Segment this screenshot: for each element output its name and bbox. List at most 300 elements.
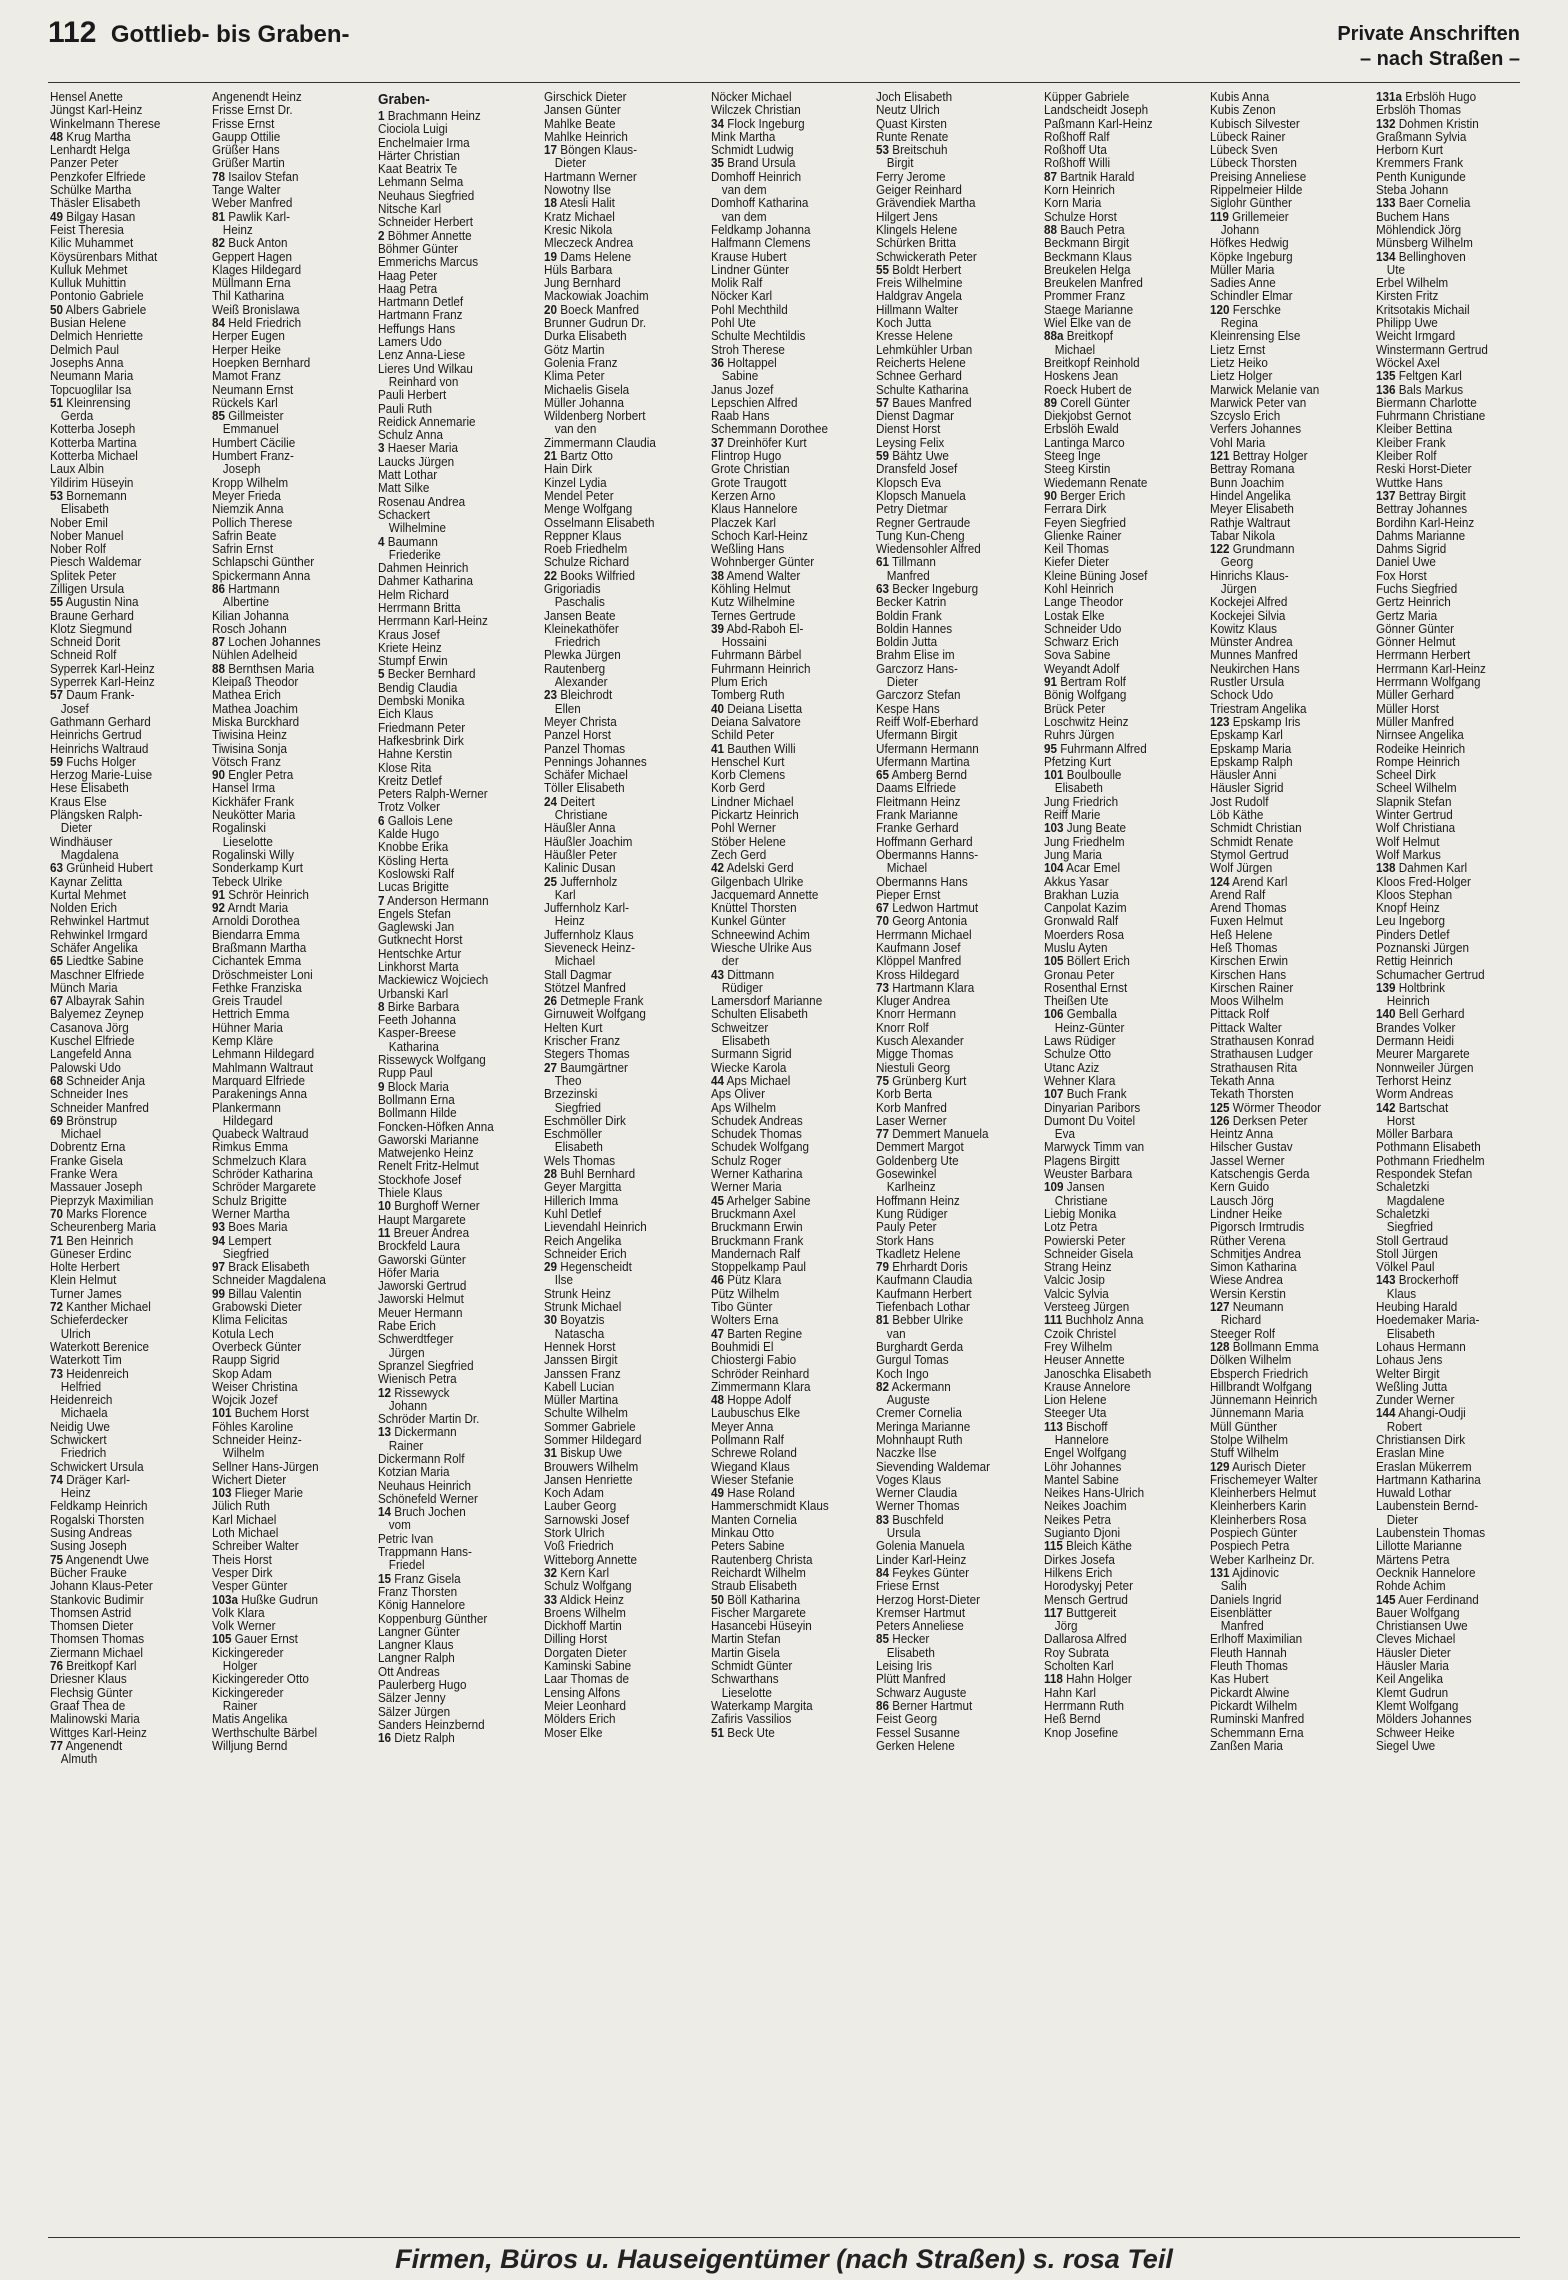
directory-entry: Wiesche Ulrike Aus [711,940,812,955]
directory-entry: Mink Martha [711,128,776,144]
directory-entry: Prommer Franz [1044,288,1126,304]
directory-entry: Greis Traudel [212,993,283,1009]
directory-entry: Feist Georg [876,1711,938,1727]
directory-entry: Bordihn Karl-Heinz [1376,514,1475,530]
directory-entry: Schulz Wolfgang [544,1578,632,1594]
directory-entry: 23 Bleichrodt [544,687,613,703]
directory-entry: Neikes Hans-Ulrich [1044,1485,1145,1501]
directory-entry: Hansel Irma [212,780,276,796]
directory-entry: Linder Karl-Heinz [876,1551,967,1567]
directory-entry: Biendarra Emma [212,926,300,942]
directory-entry: Ruhrs Jürgen [1044,727,1115,743]
directory-entry: 37 Dreinhöfer Kurt [711,434,807,450]
directory-entry: Höfkes Hedwig [1210,235,1289,251]
directory-entry: 119 Grillemeier [1210,208,1289,224]
directory-entry: Plankermann [212,1099,281,1115]
directory-entry: Klaus Hannelore [711,501,798,517]
directory-entry: Klemt Wolfgang [1376,1697,1459,1713]
directory-entry: Klopsch Eva [876,474,942,490]
directory-entry: Staege Marianne [1044,301,1134,317]
entry-continuation: Friederike [388,546,441,562]
directory-entry: Schweer Heike [1376,1724,1455,1740]
house-number: 77 [876,1126,890,1142]
directory-entry: Götz Martin [544,341,605,357]
house-number: 9 [378,1078,385,1094]
directory-entry: Voges Klaus [876,1471,942,1487]
directory-entry: Kinzel Lydia [544,474,607,490]
house-number: 20 [544,301,558,317]
directory-entry: 41 Bauthen Willi [711,740,796,756]
directory-entry: Jacquemard Annette [711,886,819,902]
page-number: 112 [48,16,97,49]
directory-entry: Rosenau Andrea [378,493,466,509]
directory-entry: Rohde Achim [1376,1578,1446,1594]
directory-entry: Brouwers Wilhelm [544,1458,639,1474]
directory-entry: Rogalinski [212,820,266,836]
directory-entry: Wiedemann Renate [1044,474,1148,490]
directory-entry: Windhäuser [50,833,113,849]
directory-entry: Pfetzing Kurt [1044,753,1111,769]
directory-entry: Haag Petra [378,280,438,296]
house-number: 109 [1044,1179,1064,1195]
directory-entry: Nöcker Michael [711,89,792,104]
house-number: 139 [1376,979,1396,995]
directory-entry: Pontonio Gabriele [50,288,144,304]
directory-entry: Knobbe Erika [378,839,449,855]
directory-entry: Bettray Johannes [1376,501,1468,517]
directory-entry: Bendig Claudia [378,679,458,695]
directory-entry: Gaworski Marianne [378,1131,479,1147]
directory-entry: Nolden Erich [50,900,117,916]
directory-entry: Raupp Sigrid [212,1352,280,1368]
house-number: 50 [50,301,64,317]
house-number: 17 [544,142,558,158]
directory-entry: Heß Bernd [1044,1711,1101,1727]
directory-entry: Lietz Ernst [1210,341,1266,357]
directory-entry: Niemzik Anna [212,501,284,517]
directory-entry: Eisenblätter [1210,1604,1272,1620]
directory-entry: Panzer Peter [50,155,119,171]
entry-continuation: Ute [1386,261,1406,277]
entry-continuation: Ulrich [60,1325,91,1341]
directory-entry: Werner Thomas [876,1498,960,1514]
directory-entry: Herzog Horst-Dieter [876,1591,981,1607]
directory-entry: Schröder Martin Dr. [378,1411,480,1427]
directory-entry: Hoffmann Heinz [876,1192,960,1208]
directory-column [1044,90,1179,1739]
directory-entry: Kulluk Mehmet [50,261,128,277]
directory-entry: 27 Baumgärtner [544,1059,628,1075]
directory-entry: 11 Breuer Andrea [378,1224,470,1240]
house-number: 74 [50,1471,64,1487]
directory-entry: Matt Lothar [378,467,438,483]
directory-entry: Knop Josefine [1044,1724,1119,1740]
house-number: 81 [212,208,226,224]
house-number: 12 [378,1384,392,1400]
directory-entry: Schönefeld Werner [378,1490,478,1506]
directory-entry: Thomsen Astrid [50,1604,132,1620]
directory-entry: 107 Buch Frank [1044,1086,1127,1102]
directory-entry: Ebsperch Friedrich [1210,1365,1309,1381]
entry-continuation: Jürgen [1220,580,1257,596]
directory-entry: Fleuth Thomas [1210,1658,1288,1674]
entry-continuation: Josef [60,700,89,716]
directory-entry: 59 Fuchs Holger [50,753,136,769]
directory-entry: Loth Michael [212,1525,279,1541]
directory-entry: Eraslan Mine [1376,1445,1445,1461]
directory-entry: 29 Hegenscheidt [544,1259,632,1275]
directory-entry: 3 Haeser Maria [378,440,458,456]
directory-entry: Neidig Uwe [50,1418,110,1434]
directory-entry: Hüls Barbara [544,261,613,277]
directory-entry: Menge Wolfgang [544,501,633,517]
entry-continuation: vom [388,1517,411,1533]
directory-entry: Geiger Reinhard [876,182,962,198]
directory-entry: 84 Feykes Günter [876,1564,970,1580]
directory-entry: 35 Brand Ursula [711,155,796,171]
directory-entry: 25 Juffernholz [544,873,618,889]
directory-entry: Werthschulte Bärbel [212,1724,318,1740]
directory-entry: Frisse Ernst [212,115,275,131]
directory-entry: Plewka Jürgen [544,647,621,663]
directory-entry: Heß Thomas [1210,940,1278,955]
directory-entry: 103 Jung Beate [1044,820,1126,836]
directory-entry: Safrin Beate [212,527,277,543]
house-number: 115 [1044,1538,1063,1554]
directory-entry: Martin Stefan [711,1631,781,1647]
directory-entry: Breukelen Helga [1044,261,1131,277]
directory-entry: Stankovic Budimir [50,1591,144,1607]
directory-entry: 30 Boyatzis [544,1312,605,1328]
directory-entry: Gutknecht Horst [378,932,463,948]
entry-continuation: Friedrich [554,634,601,650]
directory-entry: Naczke Ilse [876,1445,937,1461]
directory-entry: Obermanns Hanns- [876,846,979,862]
directory-entry: Franke Gisela [50,1152,123,1168]
directory-entry: Pittack Rolf [1210,1006,1270,1022]
house-number: 36 [711,354,725,370]
directory-entry: Gurgul Tomas [876,1352,949,1368]
house-number: 6 [378,812,385,828]
directory-entry: Kluger Andrea [876,993,951,1009]
directory-entry: Voß Friedrich [544,1538,614,1554]
entry-continuation: Dieter [60,820,93,836]
header-divider [48,82,1520,83]
entry-continuation: Rüdiger [721,979,763,995]
directory-entry: Grävendiek Martha [876,195,976,211]
entry-continuation: Heinz [60,1485,91,1501]
directory-entry: 111 Buchholz Anna [1044,1312,1144,1328]
directory-entry: Dickhoff Martin [544,1618,622,1634]
directory-entry: 51 Beck Ute [711,1724,775,1740]
directory-entry: Eich Klaus [378,706,434,722]
directory-entry: Müller Johanna [544,394,625,410]
directory-entry: Jassel Werner [1210,1152,1285,1168]
directory-entry: 122 Grundmann [1210,541,1295,557]
directory-entry: Kreitz Detlef [378,772,442,788]
directory-entry: Daniel Uwe [1376,554,1436,570]
directory-entry: Pittack Walter [1210,1019,1282,1035]
house-number: 145 [1376,1591,1396,1607]
directory-entry: Fuhrmann Bärbel [711,647,802,663]
directory-entry: Zech Gerd [711,846,767,862]
directory-entry: Grüßer Hans [212,142,280,158]
directory-entry: Tekath Anna [1210,1072,1275,1088]
directory-entry: Paßmann Karl-Heinz [1044,115,1153,131]
house-number: 90 [212,767,226,783]
directory-entry: 48 Krug Martha [50,128,131,144]
entry-continuation: van dem [721,208,767,224]
entry-continuation: Elisabeth [554,1139,603,1155]
entry-continuation: Siegfried [1386,1219,1433,1235]
directory-entry: Schwarthans [711,1671,779,1687]
directory-entry: Domhoff Katharina [711,195,809,211]
directory-entry: 70 Marks Florence [50,1205,147,1221]
directory-entry: Münster Andrea [1210,634,1293,650]
directory-entry: Humbert Franz- [212,448,294,464]
directory-entry: Boldin Hannes [876,620,953,636]
directory-entry: Arnoldi Dorothea [212,913,300,929]
directory-entry: Schröder Reinhard [711,1365,810,1381]
directory-entry: Heubing Harald [1376,1299,1458,1315]
entry-continuation: Regina [1220,315,1258,331]
directory-entry: Neikes Joachim [1044,1498,1127,1514]
directory-entry: 117 Buttgereit [1044,1604,1117,1620]
house-number: 53 [50,487,64,503]
directory-entry: Kross Hildegard [876,966,960,982]
directory-entry: Demmert Margot [876,1139,964,1155]
directory-entry: Sellner Hans-Jürgen [212,1458,319,1474]
directory-entry: Leysing Felix [876,434,945,450]
directory-entry: Hilgert Jens [876,208,938,224]
directory-entry: Yildirim Hüseyin [50,474,134,490]
entry-continuation: Christiane [1054,1192,1108,1208]
directory-entry: Kleinherbers Karin [1210,1498,1307,1514]
directory-entry: Epskamp Ralph [1210,753,1293,769]
entry-continuation: Manfred [886,567,930,583]
directory-entry: Dienst Horst [876,421,941,437]
directory-entry: Laser Werner [876,1112,947,1128]
directory-entry: Deiana Salvatore [711,713,801,729]
directory-entry: Schaletzki [1376,1179,1430,1195]
directory-entry: Haupt Margarete [378,1211,466,1227]
directory-entry: Stegers Thomas [544,1046,630,1062]
directory-entry: 51 Kleinrensing [50,394,131,410]
directory-entry: 87 Bartnik Harald [1044,168,1135,184]
directory-entry: Trappmann Hans- [378,1544,472,1560]
directory-entry: Sälzer Jürgen [378,1703,451,1719]
directory-entry: Friedmann Peter [378,719,466,735]
directory-entry: Pospiech Petra [1210,1538,1290,1554]
directory-entry: Reidick Annemarie [378,413,476,429]
directory-entry: Panzel Thomas [544,740,626,756]
directory-entry: 74 Dräger Karl- [50,1471,131,1487]
directory-entry: 82 Buck Anton [212,235,288,251]
directory-entry: Breitkopf Reinhold [1044,354,1140,370]
directory-entry: 77 Angenendt [50,1737,123,1753]
directory-entry: Korb Manfred [876,1099,947,1115]
directory-entry: Nober Manuel [50,527,124,543]
directory-entry: 92 Arndt Maria [212,900,289,916]
directory-entry: Siegel Uwe [1376,1737,1436,1753]
directory-entry: Werner Maria [711,1179,782,1195]
directory-entry: Fleitmann Heinz [876,793,961,809]
house-number: 4 [378,533,385,549]
entry-continuation: Dieter [1386,1511,1419,1527]
directory-entry: Eraslan Mükerrem [1376,1458,1472,1474]
directory-entry: Schemmann Dorothee [711,421,829,437]
directory-entry: Korb Berta [876,1086,932,1102]
directory-entry: Mensch Gertrud [1044,1591,1128,1607]
house-number: 75 [50,1551,64,1567]
directory-entry: Grabowski Dieter [212,1299,302,1315]
directory-entry: Poznanski Jürgen [1376,940,1470,955]
directory-entry: Pauly Peter [876,1219,937,1235]
directory-entry: 53 Bornemann [50,487,127,503]
directory-entry: Schulz Roger [711,1152,782,1168]
directory-entry: Mamot Franz [212,368,281,384]
directory-entry: Utanc Aziz [1044,1059,1100,1075]
directory-entry: Weber Karlheinz Dr. [1210,1551,1315,1567]
house-number: 38 [711,567,725,583]
directory-entry: Langner Ralph [378,1650,455,1666]
directory-entry: 46 Pütz Klara [711,1272,782,1288]
directory-entry: Jung Maria [1044,846,1102,862]
house-number: 68 [50,1072,64,1088]
directory-entry: Jost Rudolf [1210,793,1269,809]
directory-entry: Surmann Sigrid [711,1046,792,1062]
directory-entry: Ciociola Luigi [378,121,448,137]
page-header-right [1337,22,1520,72]
house-number: 50 [711,1591,725,1607]
directory-entry: Schäfer Angelika [50,940,138,955]
directory-entry: Wiegand Klaus [711,1458,790,1474]
directory-entry: 71 Ben Heinrich [50,1232,134,1248]
directory-entry: Muslu Ayten [1044,940,1108,955]
directory-entry: Kerzen Arno [711,487,776,503]
directory-entry: Wiecke Karola [711,1059,787,1075]
entry-continuation: Eva [1054,1126,1075,1142]
entry-continuation: Hildegard [222,1112,273,1128]
house-number: 142 [1376,1099,1396,1115]
directory-entry: Weber Manfred [212,195,293,211]
house-number: 79 [876,1259,890,1275]
directory-entry: Meurer Margarete [1376,1046,1470,1062]
directory-entry: 88a Breitkopf [1044,328,1113,344]
directory-entry: Braßmann Martha [212,940,307,955]
directory-entry: 24 Deitert [544,793,595,809]
directory-entry: Reicherts Helene [876,354,966,370]
directory-entry: Haag Peter [378,267,438,283]
directory-entry: Hartmann Katharina [1376,1471,1481,1487]
directory-entry: Plängsken Ralph- [50,807,143,823]
directory-entry: Kraus Else [50,793,107,809]
directory-entry: Glienke Rainer [1044,527,1122,543]
house-number: 87 [212,634,226,650]
directory-entry: Wiese Andrea [1210,1272,1283,1288]
house-number: 51 [50,394,64,410]
directory-entry: Plum Erich [711,674,768,690]
house-number: 94 [212,1232,226,1248]
directory-entry: 50 Albers Gabriele [50,301,147,317]
directory-entry: Kalinic Dusan [544,860,616,876]
house-number: 35 [711,155,725,171]
directory-entry: Schmitjes Andrea [1210,1245,1302,1261]
directory-entry: Miska Burckhard [212,713,300,729]
directory-entry: Mendel Peter [544,487,614,503]
directory-entry: Langner Klaus [378,1637,454,1653]
house-number: 86 [212,580,226,596]
directory-entry: Klima Peter [544,368,605,384]
directory-entry: Golenia Manuela [876,1538,965,1554]
directory-entry: Lensing Alfons [544,1684,621,1700]
directory-entry: 72 Kanther Michael [50,1299,151,1315]
directory-entry: Kirschen Erwin [1210,953,1289,969]
directory-entry: Jansen Henriette [544,1471,633,1487]
directory-entry: Dirkes Josefa [1044,1551,1115,1567]
directory-entry: 67 Albayrak Sahin [50,993,145,1009]
directory-entry: Stall Dagmar [544,966,612,982]
directory-entry: Hinrichs Klaus- [1210,567,1289,583]
directory-entry: Meier Leonhard [544,1697,626,1713]
directory-entry: Meringa Marianne [876,1418,971,1434]
directory-entry: Driesner Klaus [50,1671,127,1687]
directory-entry: Dransfeld Josef [876,461,958,477]
directory-entry: Schrewe Roland [711,1445,797,1461]
entry-continuation: Hossaini [721,634,767,650]
house-number: 113 [1044,1418,1063,1434]
directory-entry: 17 Böngen Klaus- [544,142,638,158]
directory-entry: Korb Clemens [711,767,786,783]
directory-entry: Kriete Heinz [378,639,442,655]
directory-entry: Eschmöller Dirk [544,1112,626,1128]
entry-continuation: Wilhelm [222,1445,265,1461]
directory-entry: 131a Erbslöh Hugo [1376,89,1477,104]
directory-entry: Jansen Beate [544,607,616,623]
directory-entry: Dorgaten Dieter [544,1644,627,1660]
directory-entry: 57 Baues Manfred [876,394,972,410]
directory-entry: Panzel Horst [544,727,611,743]
directory-entry: Kiefer Dieter [1044,554,1110,570]
directory-entry: 70 Georg Antonia [876,913,968,929]
directory-entry: Kresse Helene [876,328,953,344]
house-number: 134 [1376,248,1396,264]
directory-entry: Vötsch Franz [212,753,281,769]
directory-entry: Schulten Elisabeth [711,1006,808,1022]
directory-entry: Franke Wera [50,1166,118,1182]
directory-entry: Klima Felicitas [212,1312,288,1328]
directory-entry: 40 Deiana Lisetta [711,700,803,716]
directory-entry: Breukelen Manfred [1044,275,1143,291]
house-number: 2 [378,227,385,243]
directory-entry: Müller Gerhard [1376,687,1455,703]
directory-entry: Cremer Cornelia [876,1405,962,1421]
page-title: Gottlieb- bis Graben- [110,21,350,48]
directory-entry: 77 Demmert Manuela [876,1126,989,1142]
directory-entry: Ufermann Birgit [876,727,958,743]
house-number: 81 [876,1312,890,1328]
house-number: 91 [1044,674,1058,690]
directory-entry: Heinrichs Waltraud [50,740,149,756]
directory-entry: Dallarosa Alfred [1044,1631,1127,1647]
house-number: 59 [876,448,890,464]
directory-entry: Raab Hans [711,408,770,424]
directory-entry: Pickartz Heinrich [711,807,799,823]
directory-entry: Reich Angelika [544,1232,622,1248]
directory-entry: Stolpe Wilhelm [1210,1431,1289,1447]
entry-continuation: van [886,1325,906,1341]
directory-entry: Rustler Ursula [1210,674,1285,690]
